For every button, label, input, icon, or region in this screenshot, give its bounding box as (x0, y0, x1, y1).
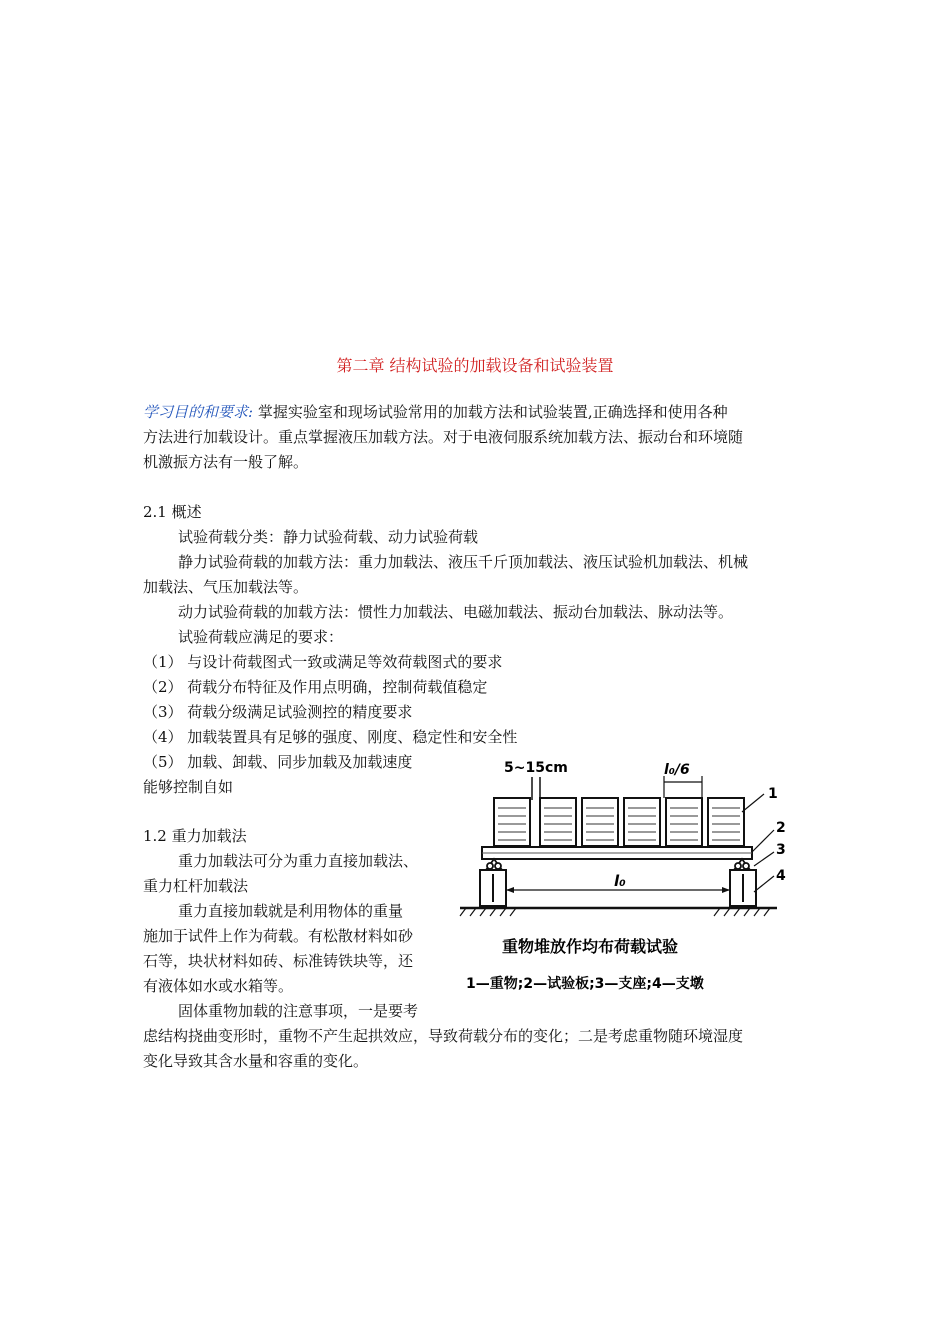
list-item: （2） 荷载分布特征及作用点明确，控制荷载值稳定 (143, 678, 488, 696)
dim-l6-label: l₀/6 (664, 762, 690, 778)
page-title: 第二章 结构试验的加载设备和试验装置 (336, 356, 614, 375)
text-line: 施加于试件上作为荷载。有松散材料如砂 (143, 927, 414, 945)
span-label: l₀ (614, 872, 626, 890)
text-line: 固体重物加载的注意事项，一是要考 (178, 1002, 419, 1020)
list-item: （4） 加载装置具有足够的强度、刚度、稳定性和安全性 (143, 728, 518, 746)
text-line: 虑结构挠曲变形时，重物不产生起拱效应，导致荷载分布的变化；二是考虑重物随环境湿度 (143, 1027, 744, 1045)
intro-line: 机激振方法有一般了解。 (143, 453, 309, 471)
weight-blocks (494, 798, 744, 846)
text-line: 静力试验荷载的加载方法：重力加载法、液压千斤顶加载法、液压试验机加载法、机械 (178, 553, 749, 571)
supports (486, 859, 750, 870)
text-line: 动力试验荷载的加载方法：惯性力加载法、电磁加载法、振动台加载法、脉动法等。 (178, 603, 734, 621)
figure-legend: 1—重物;2—试验板;3—支座;4—支墩 (466, 976, 704, 992)
section-1-2-heading: 1.2 重力加载法 (143, 827, 247, 845)
figure-caption: 重物堆放作均布荷载试验 (502, 937, 679, 956)
text-line: 石等，块状材料如砖、标准铸铁块等，还 (143, 952, 414, 970)
text-line: 重力杠杆加载法 (143, 877, 249, 895)
text-line: 重力加载法可分为重力直接加载法、 (178, 852, 419, 870)
list-item: 能够控制自如 (143, 778, 234, 796)
intro-paragraph (143, 400, 813, 475)
text-line: 变化导致其含水量和容重的变化。 (143, 1052, 369, 1070)
text-line: 有液体如水或水箱等。 (143, 977, 294, 995)
intro-line: 方法进行加载设计。重点掌握液压加载方法。对于电液伺服系统加载方法、振动台和环境随 (143, 428, 744, 446)
section-2-1-heading: 2.1 概述 (143, 503, 202, 521)
label-3: 3 (776, 842, 786, 858)
label-4: 4 (776, 868, 786, 884)
label-1: 1 (768, 786, 778, 802)
text-line: 重力直接加载就是利用物体的重量 (178, 902, 404, 920)
list-item: （3） 荷载分级满足试验测控的精度要求 (143, 703, 413, 721)
intro-lead: 学习目的和要求: (143, 403, 254, 421)
text-line: 试验荷载应满足的要求： (178, 628, 344, 646)
dim-gap-label: 5~15cm (504, 760, 568, 776)
text-line: 试验荷载分类：静力试验荷载、动力试验荷载 (178, 528, 479, 546)
intro-line: 掌握实验室和现场试验常用的加载方法和试验装置,正确选择和使用各种 (257, 403, 728, 421)
list-item: （5） 加载、卸载、同步加载及加载速度 (143, 753, 413, 771)
list-item: （1） 与设计荷载图式一致或满足等效荷载图式的要求 (143, 653, 503, 671)
label-2: 2 (776, 820, 786, 836)
text-line: 加载法、气压加载法等。 (143, 578, 309, 596)
uniform-load-test-figure (452, 752, 787, 1002)
